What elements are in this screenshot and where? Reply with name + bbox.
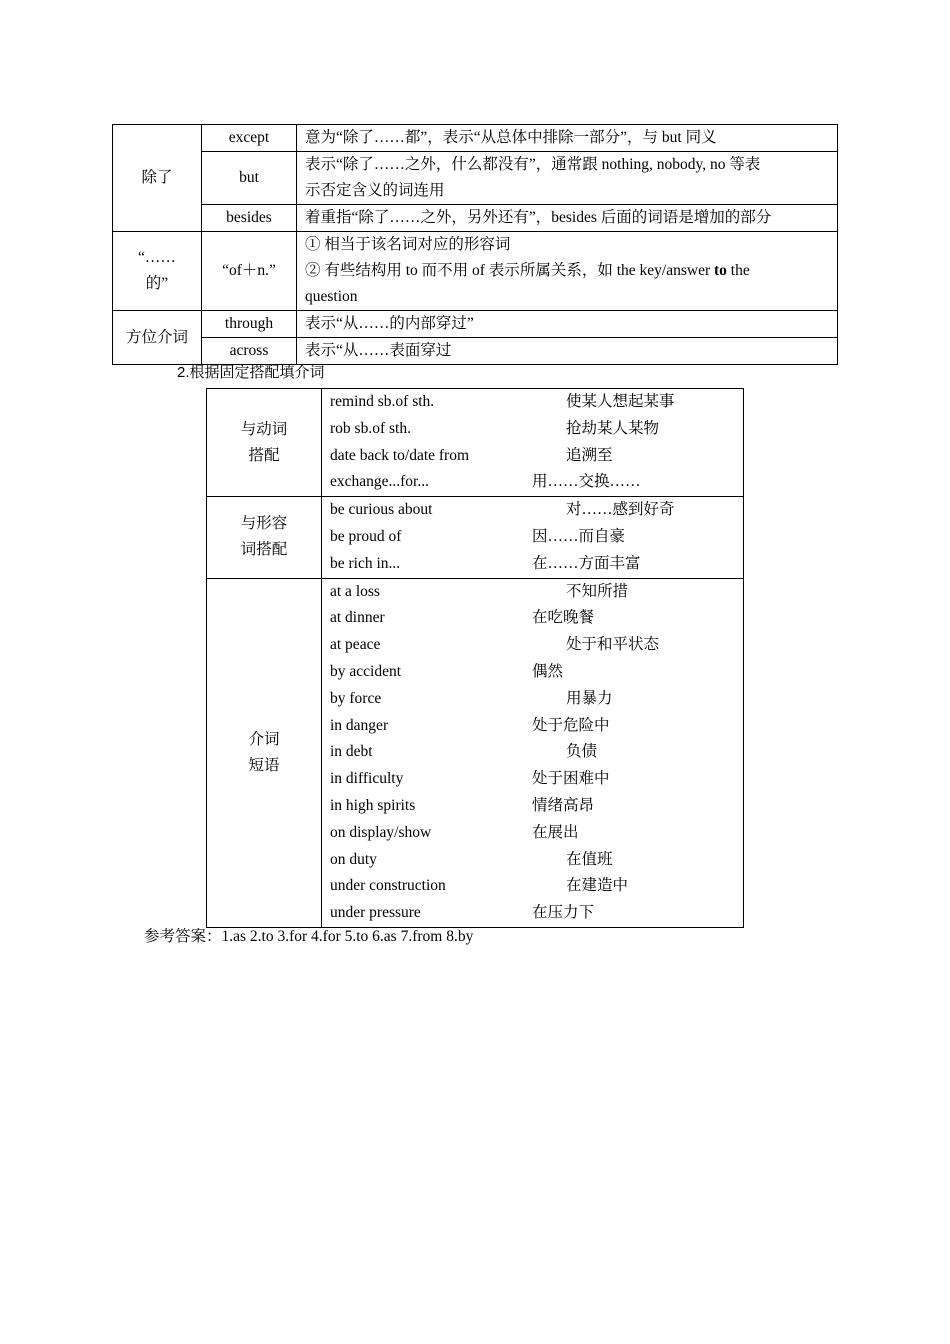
- list-item: at dinner 在吃晚餐: [330, 609, 595, 627]
- list-item: in danger 处于危险中: [330, 716, 610, 734]
- group-label-adjective-line2: 词搭配: [240, 541, 288, 559]
- desc-but: [297, 152, 838, 205]
- list-item: by accident 偶然: [330, 662, 564, 680]
- list-item: be rich in... 在……方面丰富: [330, 554, 641, 572]
- list-item: be curious about 对……感到好奇: [330, 501, 675, 519]
- group-label-de-line1: “……: [138, 249, 176, 266]
- list-item: at a loss 不知所措: [330, 582, 629, 600]
- group-label-adjective: [207, 497, 322, 578]
- group-label-adjective-line1: 与形容: [240, 515, 288, 533]
- list-item: date back to/date from 追溯至: [330, 446, 613, 464]
- list-item: be proud of 因……而自豪: [330, 527, 626, 545]
- desc-of-n-line2-post: the: [726, 262, 750, 279]
- desc-across: 表示“从……表面穿过: [297, 338, 838, 365]
- word-through: through: [202, 311, 297, 338]
- verb-collocations: [322, 389, 744, 497]
- desc-besides: 着重指“除了……之外，另外还有”，besides 后面的词语是增加的部分: [297, 205, 838, 232]
- list-item: remind sb.of sth. 使某人想起某事: [330, 393, 675, 410]
- word-except: except: [202, 125, 297, 152]
- word-across: across: [202, 338, 297, 365]
- group-label-verb: [207, 389, 322, 497]
- section-2-title: 2.根据固定搭配填介词: [177, 364, 325, 381]
- group-label-prep-phrase-line2: 短语: [248, 756, 280, 774]
- list-item: in difficulty 处于困难中: [330, 770, 610, 788]
- list-item: under pressure 在压力下: [330, 904, 595, 922]
- list-item: at peace 处于和平状态: [330, 636, 660, 654]
- word-of-n: “of＋n.”: [202, 232, 297, 311]
- list-item: on duty 在值班: [330, 850, 613, 868]
- list-item: rob sb.of sth. 抢劫某人某物: [330, 419, 660, 437]
- list-item: exchange...for... 用……交换……: [330, 473, 641, 491]
- desc-of-n: [297, 232, 838, 311]
- desc-except: 意为“除了……都”，表示“从总体中排除一部分”，与 but 同义: [297, 125, 838, 152]
- desc-through: 表示“从……的内部穿过”: [297, 311, 838, 338]
- group-label-prep-phrase: [207, 578, 322, 927]
- group-label-verb-line1: 与动词: [240, 420, 288, 438]
- group-label-de-line2: 的”: [145, 275, 169, 292]
- desc-of-n-line2-pre: ② 有些结构用 to 而不用 of 表示所属关系，如 the key/answer: [305, 262, 714, 279]
- desc-of-n-line2: [305, 258, 831, 284]
- desc-of-n-line1: ① 相当于该名词对应的形容词: [305, 236, 511, 253]
- group-label-verb-line2: 搭配: [248, 446, 280, 464]
- desc-of-n-line3: question: [305, 288, 358, 305]
- list-item: on display/show 在展出: [330, 823, 579, 841]
- group-label-fangwei: 方位介词: [113, 311, 202, 365]
- reference-answers: 参考答案：1.as 2.to 3.for 4.for 5.to 6.as 7.from 8.by: [144, 928, 474, 945]
- list-item: by force 用暴力: [330, 689, 613, 707]
- group-label-prep-phrase-line1: 介词: [248, 730, 280, 748]
- desc-of-n-line2-bold: to: [714, 262, 727, 279]
- list-item: in debt 负债: [330, 743, 598, 761]
- desc-but-line2: 示否定含义的词连用: [305, 182, 445, 199]
- adjective-collocations: [322, 497, 744, 578]
- group-label-chule: 除了: [113, 125, 202, 232]
- preposition-usage-table: [112, 124, 838, 365]
- list-item: under construction 在建造中: [330, 877, 629, 895]
- group-label-de: [113, 232, 202, 311]
- fixed-collocation-table: [206, 388, 744, 928]
- desc-but-line1: 表示“除了……之外，什么都没有”，通常跟 nothing, nobody, no 等表: [305, 156, 761, 173]
- word-but: but: [202, 152, 297, 205]
- prepositional-phrases: [322, 578, 744, 927]
- list-item: in high spirits 情绪高昂: [330, 796, 595, 814]
- word-besides: besides: [202, 205, 297, 232]
